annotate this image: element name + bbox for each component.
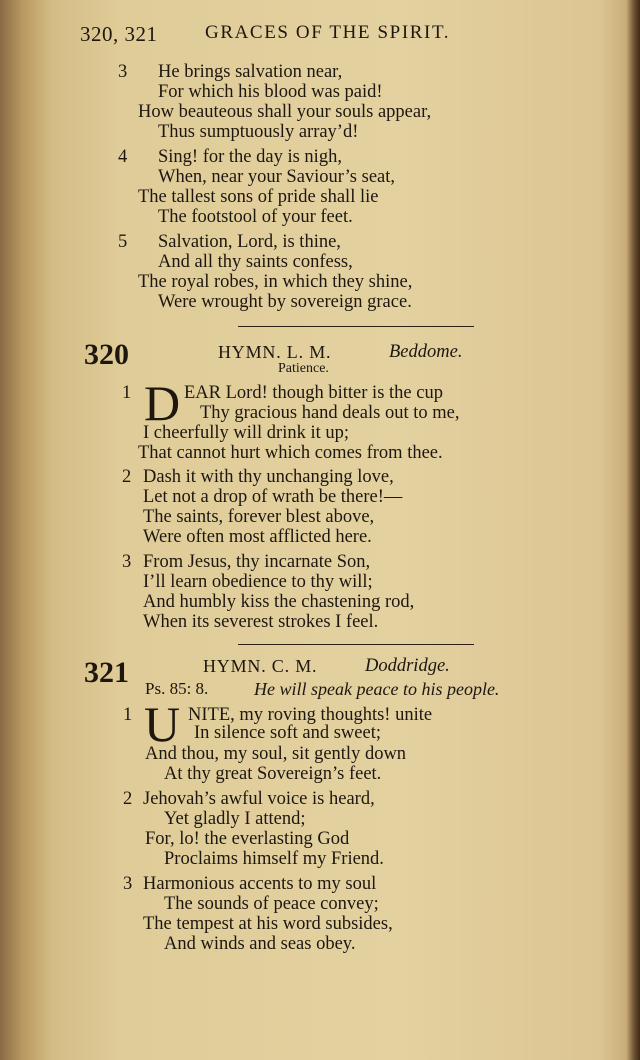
verse-line: The tallest sons of pride shall lie — [138, 187, 379, 207]
verse-number: 5 — [118, 232, 128, 252]
verse-line: How beauteous shall your souls appear, — [138, 102, 432, 122]
verse-number: 1 — [123, 705, 133, 725]
verse-line: At thy great Sovereign’s feet. — [164, 764, 382, 784]
verse-number: 3 — [122, 552, 132, 572]
verse-line: Harmonious accents to my soul — [143, 874, 377, 894]
verse-line: The tempest at his word subsides, — [143, 914, 393, 934]
verse-line: For which his blood was paid! — [158, 82, 383, 102]
verse-line: Were often most afflicted here. — [143, 527, 372, 547]
verse-line: The sounds of peace convey; — [164, 894, 379, 914]
hymn-author: Beddome. — [389, 342, 463, 362]
verse-line: The royal robes, in which they shine, — [138, 272, 413, 292]
verse-line: Salvation, Lord, is thine, — [158, 232, 341, 252]
page-numbers: 320, 321 — [80, 22, 158, 46]
drop-capital: D — [144, 375, 181, 431]
verse-line: Thy gracious hand deals out to me, — [200, 403, 460, 423]
verse-number: 2 — [122, 467, 132, 487]
verse-line: And winds and seas obey. — [164, 934, 356, 954]
hymn-tune: Patience. — [278, 361, 329, 376]
verse-line: And thou, my soul, sit gently down — [145, 744, 407, 764]
verse-line: That cannot hurt which comes from thee. — [138, 443, 443, 463]
verse-number: 1 — [122, 383, 132, 403]
verse-line: NITE, my roving thoughts! unite — [188, 705, 433, 725]
verse-line: Yet gladly I attend; — [164, 809, 306, 829]
verse-line: From Jesus, thy incarnate Son, — [143, 552, 371, 572]
hymn-author: Doddridge. — [365, 656, 450, 676]
verse-number: 3 — [123, 874, 133, 894]
hymn-meter: HYMN. C. M. — [203, 656, 318, 676]
hymn-number: 320 — [84, 338, 129, 371]
section-divider — [238, 326, 474, 327]
hymn-meter: HYMN. L. M. — [218, 342, 332, 362]
verse-line: Were wrought by sovereign grace. — [158, 292, 412, 312]
verse-line: The footstool of your feet. — [158, 207, 353, 227]
scripture-reference: Ps. 85: 8. — [145, 679, 209, 698]
verse-line: EAR Lord! though bitter is the cup — [184, 383, 443, 403]
verse-line: And humbly kiss the chastening rod, — [143, 592, 415, 612]
page-title: GRACES OF THE SPIRIT. — [205, 22, 451, 43]
scripture-text: He will speak peace to his people. — [254, 679, 500, 699]
verse-line: When, near your Saviour’s seat, — [158, 167, 396, 187]
section-divider — [238, 644, 474, 645]
verse-line: For, lo! the everlasting God — [145, 829, 350, 849]
verse-line: Thus sumptuously array’d! — [158, 122, 359, 142]
verse-number: 4 — [118, 147, 128, 167]
verse-line: Jehovah’s awful voice is heard, — [143, 789, 375, 809]
verse-number: 3 — [118, 62, 128, 82]
verse-line: In silence soft and sweet; — [194, 723, 381, 743]
verse-line: Proclaims himself my Friend. — [164, 849, 384, 869]
verse-line: Sing! for the day is nigh, — [158, 147, 342, 167]
drop-capital: U — [144, 696, 181, 752]
verse-line: He brings salvation near, — [158, 62, 343, 82]
hymn-number: 321 — [84, 656, 129, 689]
verse-line: And all thy saints confess, — [158, 252, 353, 272]
verse-line: When its severest strokes I feel. — [143, 612, 379, 632]
verse-number: 2 — [123, 789, 133, 809]
verse-line: Dash it with thy unchanging love, — [143, 467, 394, 487]
verse-line: The saints, forever blest above, — [143, 507, 375, 527]
verse-line: I cheerfully will drink it up; — [143, 423, 350, 443]
verse-line: Let not a drop of wrath be there!— — [143, 487, 403, 507]
verse-line: I’ll learn obedience to thy will; — [143, 572, 373, 592]
